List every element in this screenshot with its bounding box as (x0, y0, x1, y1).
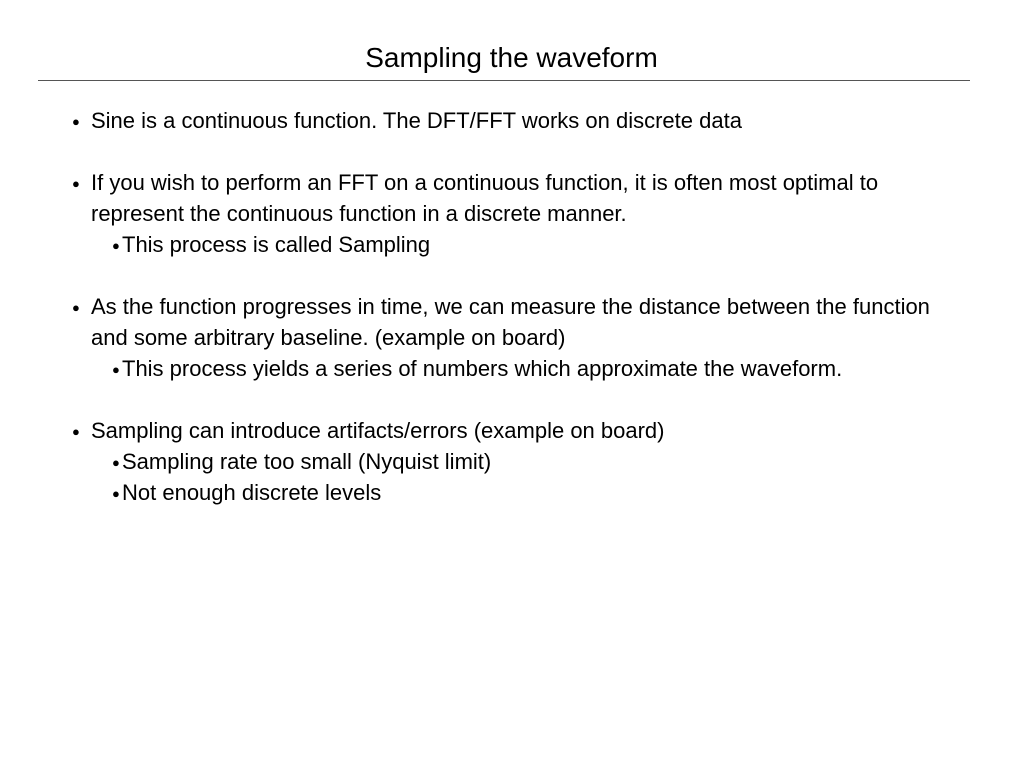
slide-title: Sampling the waveform (365, 42, 658, 73)
bullet-item (72, 291, 952, 353)
sub-bullet-item (72, 477, 952, 508)
bullet-icon: ● (72, 300, 80, 315)
bullet-item (72, 167, 952, 229)
sub-bullet-item (72, 446, 952, 477)
bullet-item (72, 105, 952, 136)
bullet-text: Sampling can introduce artifacts/errors (example on board) (91, 418, 665, 443)
bullet-text: As the function progresses in time, we can measure the distance between the function and some arbitrary baseline. (example on board) (91, 294, 930, 350)
slide-body (72, 105, 952, 508)
bullet-icon: ● (72, 176, 80, 191)
sub-bullet-icon: ● (112, 486, 120, 501)
bullet-text: If you wish to perform an FFT on a continuous function, it is often most optimal to represent the continuous function in a discrete manner. (91, 170, 879, 226)
bullet-item (72, 415, 952, 446)
sub-bullet-item (72, 229, 952, 260)
sub-bullet-icon: ● (112, 238, 120, 253)
bullet-icon: ● (72, 424, 80, 439)
sub-bullet-text: This process is called Sampling (122, 232, 431, 257)
bullet-icon: ● (72, 114, 80, 129)
sub-bullet-item (72, 353, 952, 384)
sub-bullet-text: This process yields a series of numbers which approximate the waveform. (122, 356, 843, 381)
bullet-text: Sine is a continuous function. The DFT/FFT works on discrete data (91, 108, 742, 133)
sub-bullet-text: Not enough discrete levels (122, 480, 382, 505)
sub-bullet-icon: ● (112, 362, 120, 377)
sub-bullet-text: Sampling rate too small (Nyquist limit) (122, 449, 492, 474)
title-divider (38, 80, 970, 81)
sub-bullet-icon: ● (112, 455, 120, 470)
